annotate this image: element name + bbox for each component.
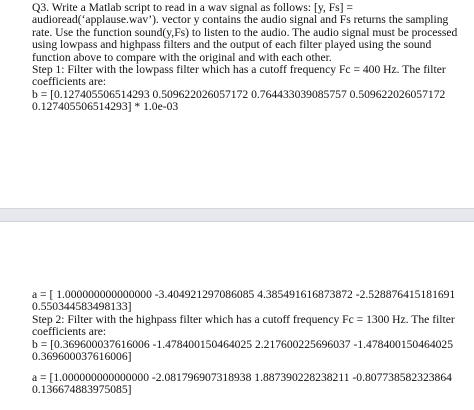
- step1-a-coefficients: a = [ 1.000000000000000 -3.404921297086085 4.385491616873872 -2.528876415181691 0.550344583498133]: [32, 288, 456, 314]
- step2-a-block: [0, 372, 474, 397]
- question-text-block: [0, 2, 474, 114]
- step2-description: Step 2: Filter with the highpass filter which has a cutoff frequency Fc = 1300 Hz. The filter coefficients are:: [32, 312, 455, 339]
- step1-b-coefficients: b = [0.127405506514293 0.509622026057172 0.764433039085757 0.509622026057172 0.127405506514293] * 1.0e-03: [32, 87, 446, 114]
- page-separator: [0, 208, 474, 222]
- step2-a-coefficients: a = [1.000000000000000 -2.081796907318938 1.887390228238211 -0.807738582323864 0.136674883975085]: [32, 371, 452, 397]
- question-intro: Q3. Write a Matlab script to read in a wav signal as follows: [y, Fs] = audioread(‘applause.wav’). vector y contains the audio signal and Fs returns the sampling rate. Use the function sound(y,Fs) to listen to the audio. The audio signal must be processed using lowpass and highpass filters and the output of each filter played using the sound function above to compare with the original and with each other.: [32, 1, 458, 64]
- step2-b-coefficients: b = [0.369600037616006 -1.478400150464025 2.217600225696037 -1.478400150464025 0.369600037616006]: [32, 337, 454, 364]
- coefficients-block: [0, 289, 474, 363]
- step1-description: Step 1: Filter with the lowpass filter which has a cutoff frequency Fc = 400 Hz. The filter coefficients are:: [32, 63, 446, 89]
